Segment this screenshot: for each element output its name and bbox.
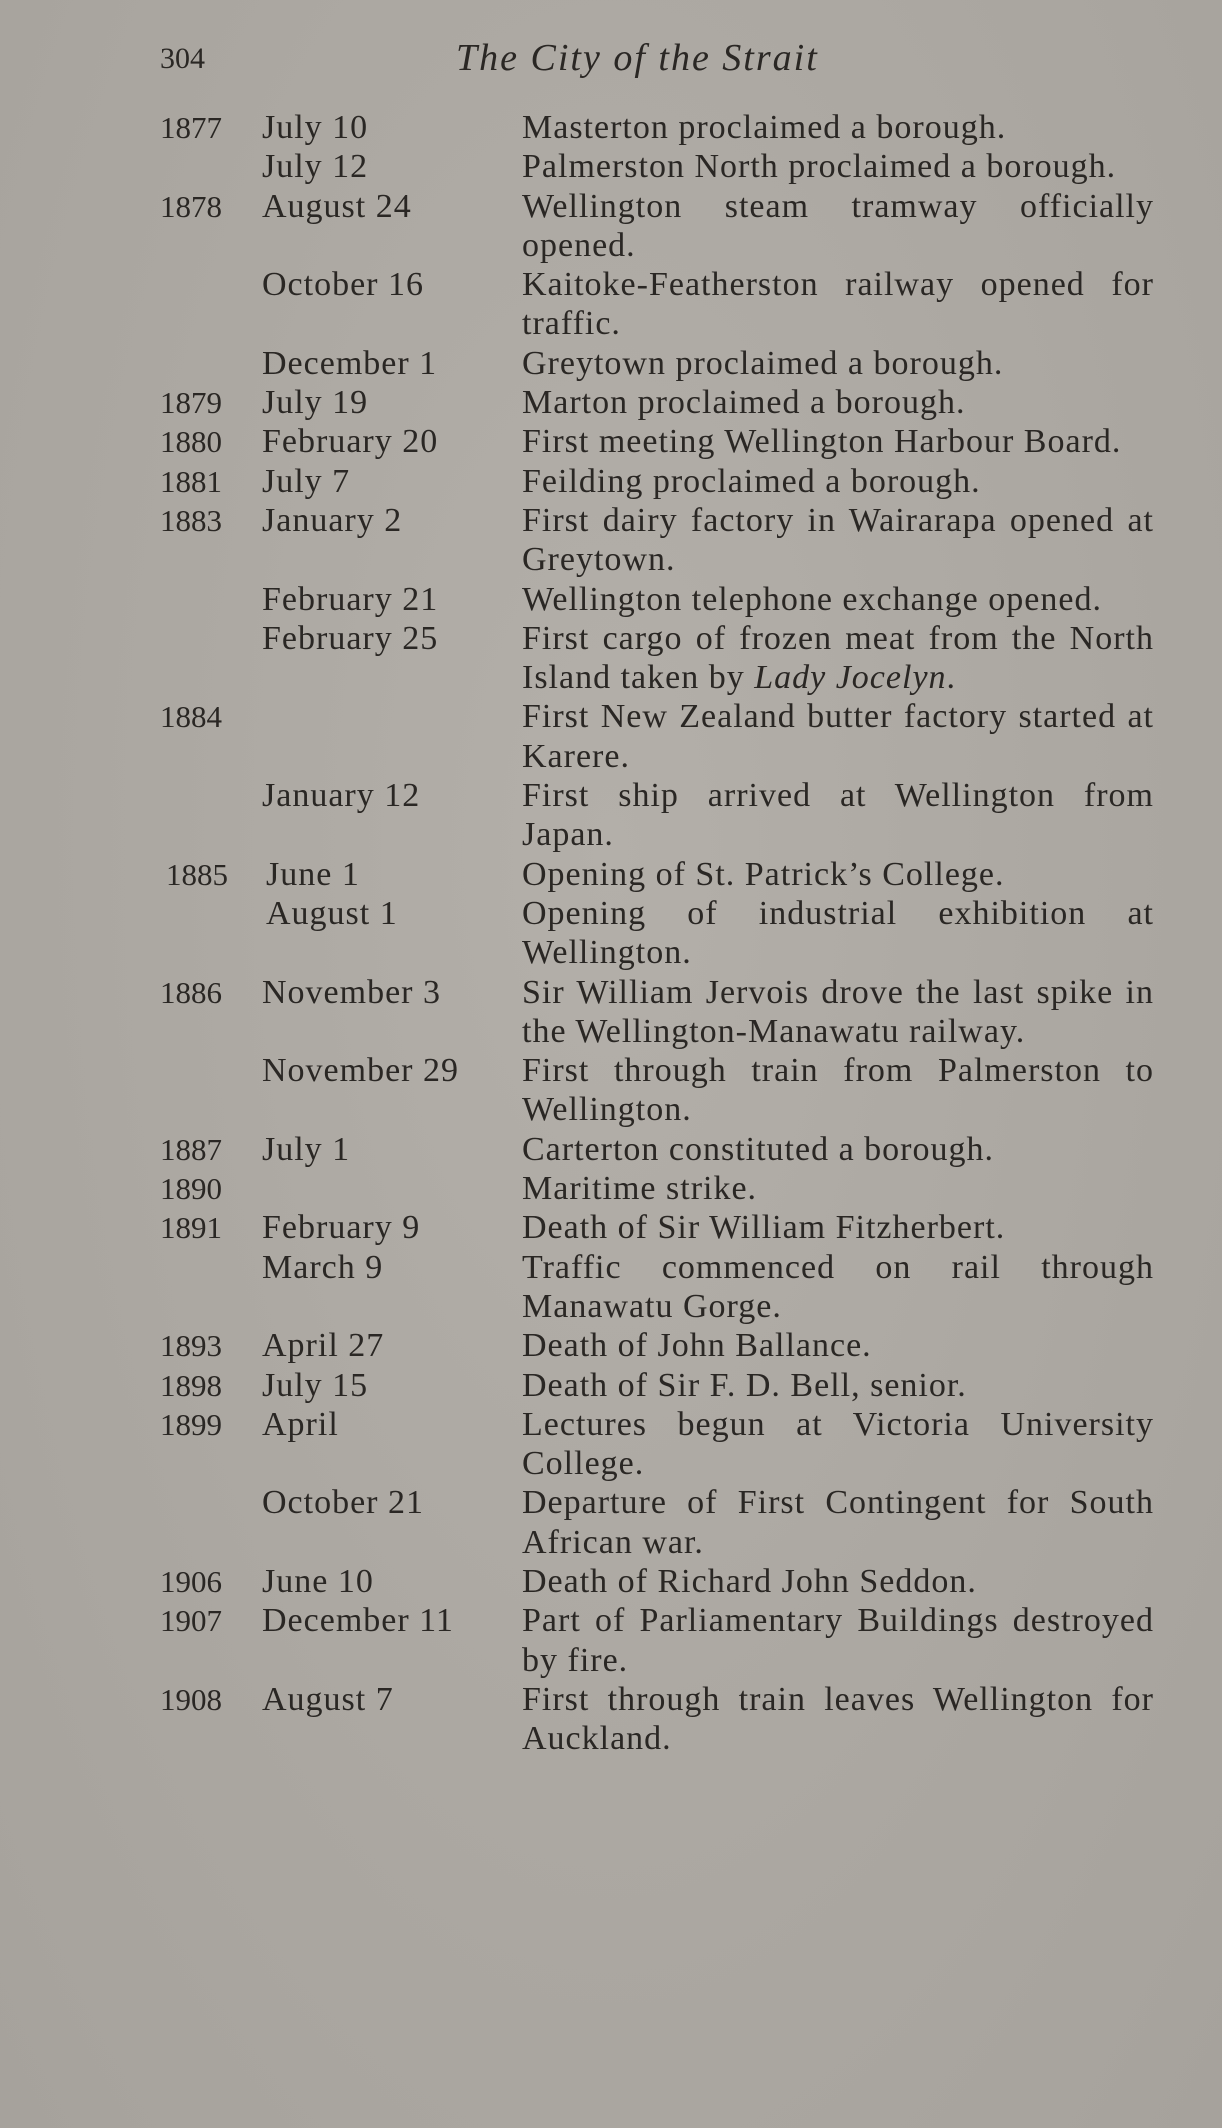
chronology-entry	[0, 422, 1222, 461]
entry-event: Lectures begun at Victoria University College.	[522, 1405, 1154, 1483]
entry-event: Wellington steam tramway officially opened.	[522, 187, 1154, 264]
entry-date: October 16	[262, 266, 425, 304]
chronology-entry	[0, 1208, 1222, 1247]
entry-year: 1891	[160, 1210, 222, 1246]
entry-event: Masterton proclaimed a borough.	[522, 109, 1007, 146]
entry-date: July 1	[262, 1130, 351, 1168]
entry-date: December 11	[262, 1602, 454, 1640]
entry-date: July 15	[262, 1366, 369, 1404]
chronology-entry	[0, 147, 1222, 186]
entry-event: Death of Sir F. D. Bell, senior.	[522, 1366, 967, 1404]
entry-date: February 25	[262, 619, 439, 657]
chronology-entry	[0, 697, 1222, 776]
entry-event: First dairy factory in Wairarapa opened at Greytown.	[522, 501, 1154, 579]
running-title: The City of the Strait	[456, 37, 819, 79]
entry-event: Opening of St. Patrick’s College.	[522, 855, 1005, 893]
entry-event: Maritime strike.	[522, 1170, 758, 1208]
chronology-entry	[0, 580, 1222, 619]
entry-year: 1890	[160, 1171, 222, 1207]
entry-date: July 7	[262, 462, 351, 500]
entry-date: August 7	[262, 1680, 394, 1718]
entry-year: 1884	[160, 699, 222, 735]
entry-year: 1885	[166, 856, 228, 892]
entry-year: 1880	[160, 424, 222, 460]
entry-date: April 27	[262, 1327, 385, 1365]
chronology-entry	[0, 1562, 1222, 1601]
entry-event: Part of Parliamentary Buildings destroyed by fire.	[522, 1602, 1154, 1679]
chronology-entry	[0, 1051, 1222, 1130]
entry-year: 1878	[160, 188, 222, 224]
entry-event: Palmerston North proclaimed a borough.	[522, 148, 1117, 186]
entry-event	[522, 619, 1154, 698]
entry-event: Greytown proclaimed a borough.	[522, 344, 1004, 382]
entry-date: January 12	[262, 777, 421, 815]
entry-date: February 21	[262, 580, 439, 618]
entry-event: First through train from Palmerston to Wellington.	[522, 1052, 1154, 1129]
entry-event: First ship arrived at Wellington from Japan.	[522, 777, 1154, 854]
chronology-entry	[0, 1601, 1222, 1680]
entry-event: First meeting Wellington Harbour Board.	[522, 423, 1122, 461]
entry-event: Death of Richard John Seddon.	[522, 1562, 977, 1600]
entry-date: November 3	[262, 973, 442, 1011]
entry-event: Opening of industrial exhibition at Wellington.	[522, 894, 1154, 972]
chronology-entry	[0, 462, 1222, 501]
entry-date: December 1	[262, 344, 438, 382]
chronology-entry	[0, 776, 1222, 855]
entry-date: August 24	[262, 187, 412, 225]
entry-date: July 19	[262, 384, 369, 422]
entry-event: Feilding proclaimed a borough.	[522, 462, 981, 500]
entry-year: 1898	[160, 1367, 222, 1403]
chronology-entry	[0, 1680, 1222, 1759]
entry-year: 1883	[160, 502, 222, 538]
entry-date: February 20	[262, 423, 439, 461]
chronology-entry	[0, 108, 1222, 147]
chronology-entry	[0, 265, 1222, 344]
chronology-entry	[0, 1405, 1222, 1484]
entry-event: Departure of First Contingent for South African war.	[522, 1484, 1154, 1561]
chronology-entry	[0, 187, 1222, 266]
page-header	[0, 36, 1222, 86]
entry-year: 1879	[160, 385, 222, 421]
entry-event: Death of Sir William Fitzherbert.	[522, 1209, 1006, 1247]
entry-date: January 2	[262, 501, 403, 539]
chronology-entry	[0, 1248, 1222, 1327]
entry-date: March 9	[262, 1248, 384, 1286]
entry-date: April	[262, 1405, 339, 1443]
entry-year: 1908	[160, 1681, 222, 1717]
entry-date: August 1	[266, 894, 398, 932]
entry-year: 1907	[160, 1603, 222, 1639]
chronology-entry	[0, 855, 1222, 894]
ship-name: Lady Jocelyn	[754, 659, 947, 697]
chronology-entry	[0, 383, 1222, 422]
entry-date: November 29	[262, 1052, 460, 1090]
entry-date: October 21	[262, 1484, 425, 1522]
chronology-entry	[0, 619, 1222, 698]
entry-year: 1881	[160, 463, 222, 499]
entry-event: Death of John Ballance.	[522, 1327, 872, 1365]
chronology-entry	[0, 894, 1222, 973]
entry-event: Traffic commenced on rail through Manawatu Gorge.	[522, 1248, 1154, 1325]
entry-date: June 1	[266, 855, 360, 893]
entry-year: 1886	[160, 974, 222, 1010]
chronology-entry	[0, 1326, 1222, 1365]
entry-year: 1899	[160, 1406, 222, 1442]
chronology-entry	[0, 1130, 1222, 1169]
chronology-entry	[0, 1483, 1222, 1562]
entry-event: First New Zealand butter factory started at Karere.	[522, 698, 1154, 775]
entry-year: 1887	[160, 1131, 222, 1167]
entry-event: First through train leaves Wellington for Auckland.	[522, 1680, 1154, 1758]
chronology-table	[0, 108, 1222, 1758]
entry-date: July 10	[262, 109, 369, 146]
entry-date: July 12	[262, 148, 369, 186]
entry-event: Marton proclaimed a borough.	[522, 384, 966, 422]
entry-date: June 10	[262, 1562, 374, 1600]
entry-event: Carterton constituted a borough.	[522, 1130, 995, 1168]
chronology-entry	[0, 501, 1222, 580]
entry-year: 1877	[160, 110, 222, 145]
event-text-end: .	[946, 659, 957, 697]
entry-event: Wellington telephone exchange opened.	[522, 580, 1102, 618]
event-text: First cargo of frozen meat from the North Island taken by	[522, 619, 1154, 697]
entry-event: Kaitoke-Featherston railway opened for traffic.	[522, 266, 1154, 343]
entry-date: February 9	[262, 1209, 421, 1247]
page-number: 304	[160, 42, 205, 75]
chronology-entry	[0, 344, 1222, 383]
entry-event: Sir William Jervois drove the last spike in the Wellington-Manawatu railway.	[522, 973, 1154, 1050]
chronology-entry	[0, 973, 1222, 1052]
entry-year: 1893	[160, 1328, 222, 1364]
entry-year: 1906	[160, 1563, 222, 1599]
chronology-entry	[0, 1169, 1222, 1208]
chronology-entry	[0, 1366, 1222, 1405]
